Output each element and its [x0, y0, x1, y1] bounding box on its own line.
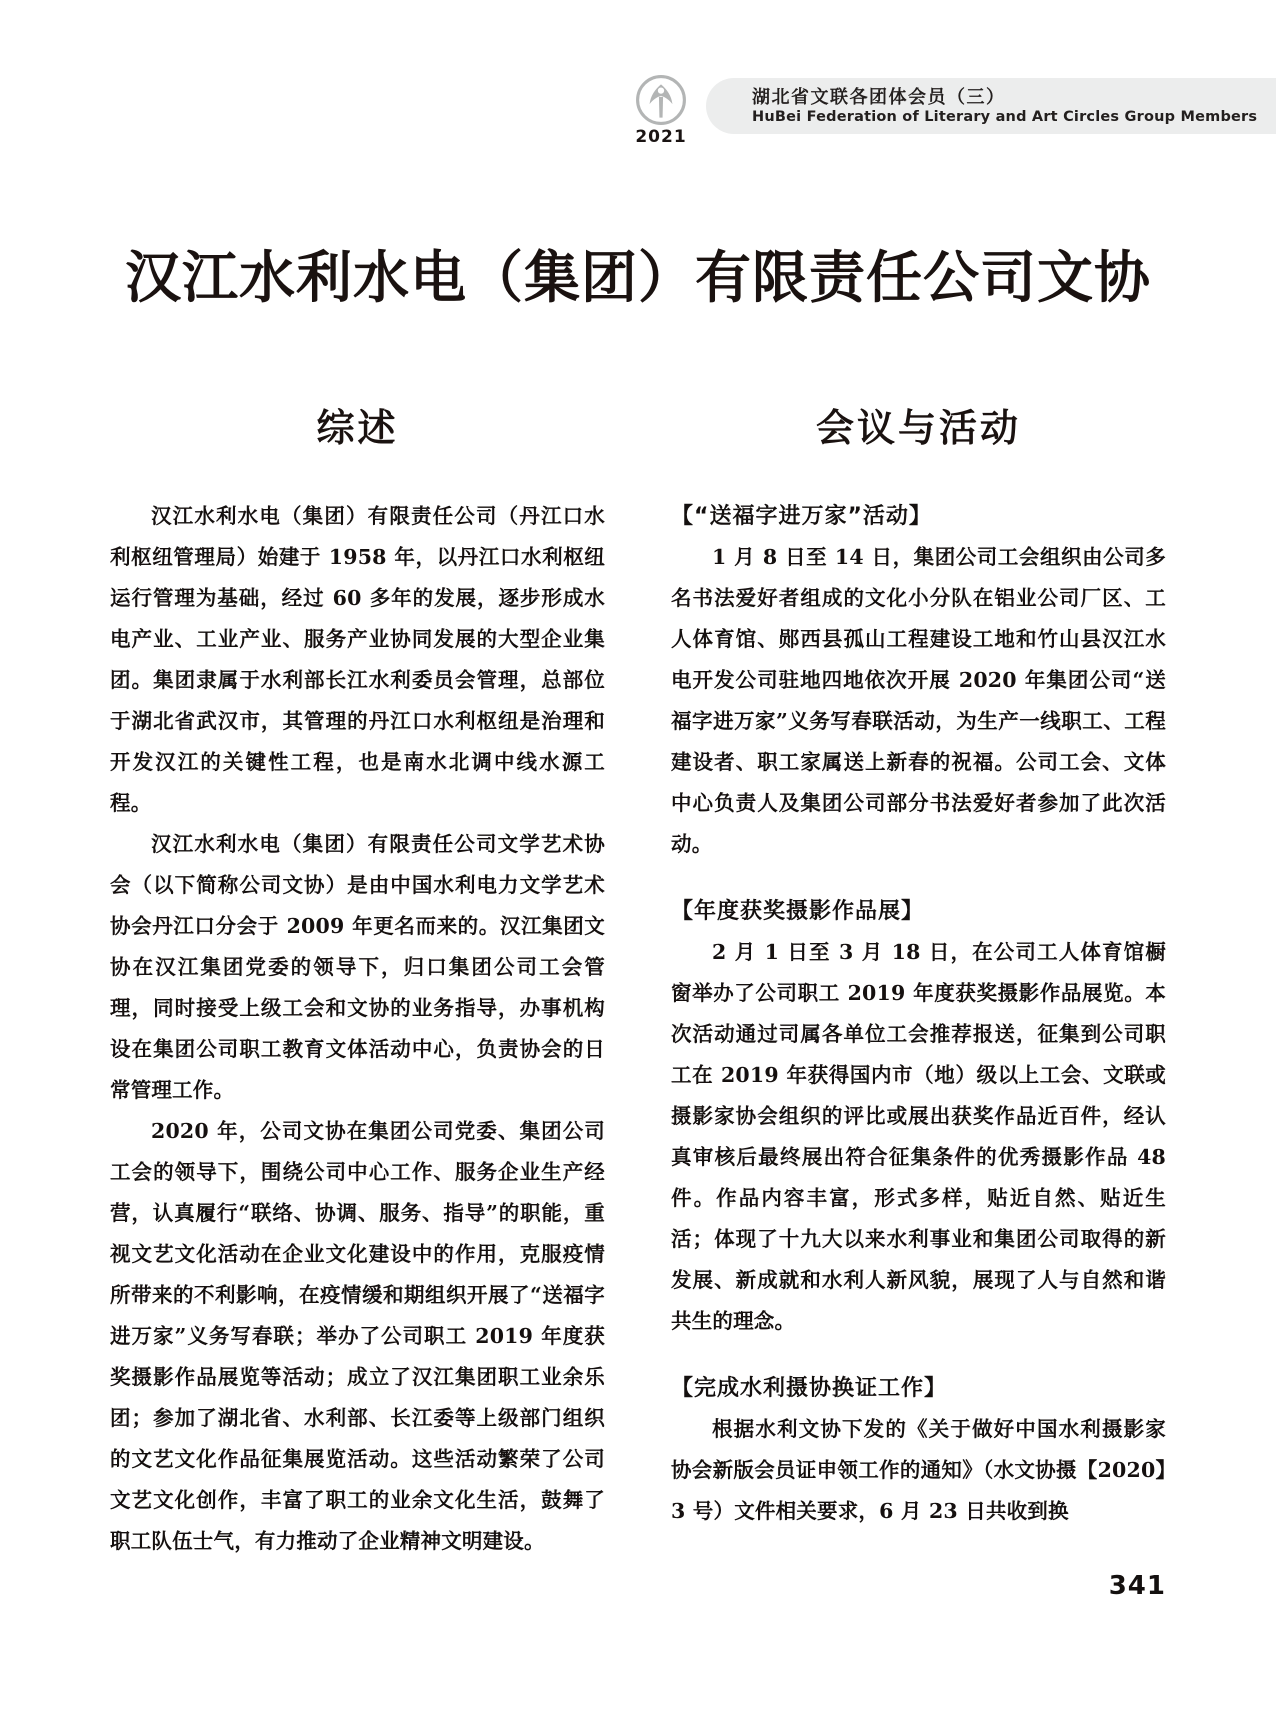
- running-header: [0, 70, 1276, 150]
- page-title: 汉江水利水电（集团）有限责任公司文协: [125, 244, 1151, 311]
- paragraph: 1 月 8 日至 14 日，集团公司工会组织由公司多名书法爱好者组成的文化小分队在铝业公司厂区、工人体育馆、郧西县孤山工程建设工地和竹山县汉江水电开发公司驻地四地依次开展 2020 年集团公司“送福字进万家”义务写春联活动，为生产一线职工、工程建设者、职工家属送上新春的祝福。公司工会、文体中心负责人及集团公司部分书法爱好者参加了此次活动。: [671, 544, 1166, 856]
- paragraph: 2 月 1 日至 3 月 18 日，在公司工人体育馆橱窗举办了公司职工 2019 年度获奖摄影作品展览。本次活动通过司属各单位工会推荐报送，征集到公司职工在 2019 年获得国内市（地）级以上工会、文联或摄影家协会组织的评比或展出获奖作品近百件，经认真审核后最终展出符合征集条件的优秀摄影作品 48 件。作品内容丰富，形式多样，贴近自然、贴近生活；体现了十九大以来水利事业和集团公司取得的新发展、新成就和水利人新风貌，展现了人与自然和谐共生的理念。: [671, 939, 1166, 1333]
- right-column: [671, 408, 1166, 1562]
- paragraph: 汉江水利水电（集团）有限责任公司文学艺术协会（以下简称公司文协）是由中国水利电力文学艺术协会丹江口分会于 2009 年更名而来的。汉江集团文协在汉江集团党委的领导下，归口集团公司工会管理，同时接受上级工会和文协的业务指导，办事机构设在集团公司职工教育文体活动中心，负责协会的日常管理工作。: [110, 831, 605, 1102]
- paragraph: 2020 年，公司文协在集团公司党委、集团公司工会的领导下，围绕公司中心工作、服务企业生产经营，认真履行“联络、协调、服务、指导”的职能，重视文艺文化活动在企业文化建设中的作用，克服疫情所带来的不利影响，在疫情缓和期组织开展了“送福字进万家”义务写春联；举办了公司职工 2019 年度获奖摄影作品展览等活动；成立了汉江集团职工业余乐团；参加了湖北省、水利部、长江委等上级部门组织的文艺文化作品征集展览活动。这些活动繁荣了公司文艺文化创作，丰富了职工的业余文化生活，鼓舞了职工队伍士气，有力推动了企业精神文明建设。: [110, 1118, 605, 1553]
- paragraph: 汉江水利水电（集团）有限责任公司（丹江口水利枢纽管理局）始建于 1958 年，以丹江口水利枢纽运行管理为基础，经过 60 多年的发展，逐步形成水电产业、工业产业、服务产业协同发展的大型企业集团。集团隶属于水利部长江水利委员会管理，总部位于湖北省武汉市，其管理的丹江口水利枢纽是治理和开发汉江的关键性工程，也是南水北调中线水源工程。: [110, 503, 605, 815]
- left-column-heading: 综述: [316, 406, 399, 450]
- section-spacer: [671, 1342, 1166, 1368]
- page-number: 341: [1108, 1571, 1166, 1601]
- paragraph: 根据水利文协下发的《关于做好中国水利摄影家协会新版会员证申领工作的通知》（水文协摄【2020】3 号）文件相关要求，6 月 23 日共收到换: [671, 1416, 1166, 1523]
- hubei-federation-emblem-icon: [635, 74, 687, 126]
- section-heading: 【“送福字进万家”活动】: [671, 503, 932, 529]
- section-heading: 【完成水利摄协换证工作】: [671, 1375, 948, 1401]
- right-column-heading: 会议与活动: [815, 406, 1021, 450]
- section-spacer: [671, 865, 1166, 891]
- section-heading: 【年度获奖摄影作品展】: [671, 898, 925, 924]
- header-logo: [625, 74, 697, 150]
- left-column: [110, 408, 605, 1562]
- header-title-en: HuBei Federation of Literary and Art Circles Group Members: [752, 109, 1258, 125]
- body-columns: [110, 408, 1166, 1562]
- header-title-cn: 湖北省文联各团体会员（三）: [752, 87, 1006, 108]
- header-logo-year: 2021: [635, 127, 687, 147]
